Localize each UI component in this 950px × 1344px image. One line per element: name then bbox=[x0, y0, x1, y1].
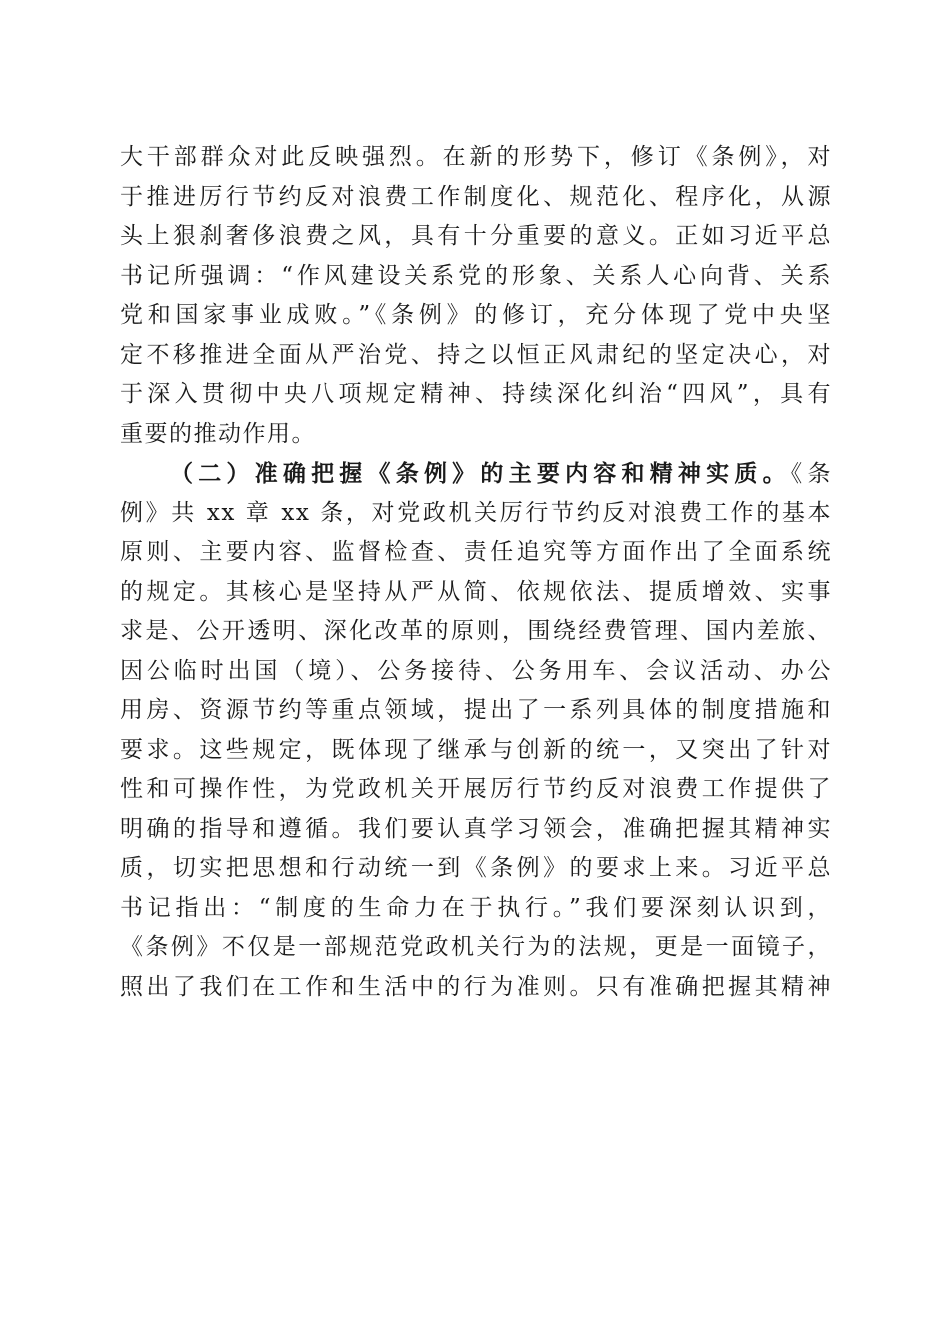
text-line: 原则、主要内容、监督检查、责任追究等方面作出了全面系统 bbox=[120, 539, 832, 565]
heading-line-rest: 《条 bbox=[790, 461, 833, 487]
text-line: 照出了我们在工作和生活中的行为准则。只有准确把握其精神 bbox=[120, 973, 832, 1000]
text-line: 大干部群众对此反映强烈。在新的形势下，修订《条例》，对 bbox=[120, 144, 832, 170]
text-line: 党和国家事业成败。”《条例》的修订，充分体现了党中央坚 bbox=[120, 302, 832, 328]
text-line: 因公临时出国（境）、公务接待、公务用车、会议活动、办公 bbox=[120, 657, 832, 684]
text-line: 例》共 xx 章 xx 条，对党政机关厉行节约反对浪费工作的基本 bbox=[120, 499, 832, 526]
text-line: 明确的指导和遵循。我们要认真学习领会，准确把握其精神实 bbox=[120, 815, 832, 842]
text-line: 《条例》不仅是一部规范党政机关行为的法规，更是一面镜子， bbox=[120, 934, 832, 960]
section-heading-line bbox=[120, 454, 832, 494]
text-line: 的规定。其核心是坚持从严从简、依规依法、提质增效、实事 bbox=[120, 578, 832, 605]
text-line: 定不移推进全面从严治党、持之以恒正风肃纪的坚定决心，对 bbox=[120, 341, 832, 368]
text-line: 重要的推动作用。 bbox=[120, 420, 316, 447]
text-line: 于深入贯彻中央八项规定精神、持续深化纠治“四风”，具有 bbox=[120, 381, 832, 407]
paragraph-1 bbox=[120, 138, 832, 454]
section-heading: （二）准确把握《条例》的主要内容和精神实质。 bbox=[170, 460, 791, 487]
text-line: 于推进厉行节约反对浪费工作制度化、规范化、程序化，从源 bbox=[120, 183, 832, 210]
text-line: 性和可操作性，为党政机关开展厉行节约反对浪费工作提供了 bbox=[120, 776, 832, 802]
text-line: 用房、资源节约等重点领域，提出了一系列具体的制度措施和 bbox=[120, 697, 832, 723]
text-line: 质，切实把思想和行动统一到《条例》的要求上来。习近平总 bbox=[120, 855, 832, 881]
text-line: 书记指出：“制度的生命力在于执行。”我们要深刻认识到， bbox=[120, 894, 832, 921]
text-line: 要求。这些规定，既体现了继承与创新的统一，又突出了针对 bbox=[120, 736, 832, 763]
text-line: 书记所强调：“作风建设关系党的形象、关系人心向背、关系 bbox=[120, 262, 832, 289]
paragraph-2 bbox=[120, 454, 832, 1007]
text-line: 求是、公开透明、深化改革的原则，围绕经费管理、国内差旅、 bbox=[120, 618, 832, 644]
document-page bbox=[120, 138, 832, 1007]
text-line: 头上狠刹奢侈浪费之风，具有十分重要的意义。正如习近平总 bbox=[120, 223, 832, 249]
